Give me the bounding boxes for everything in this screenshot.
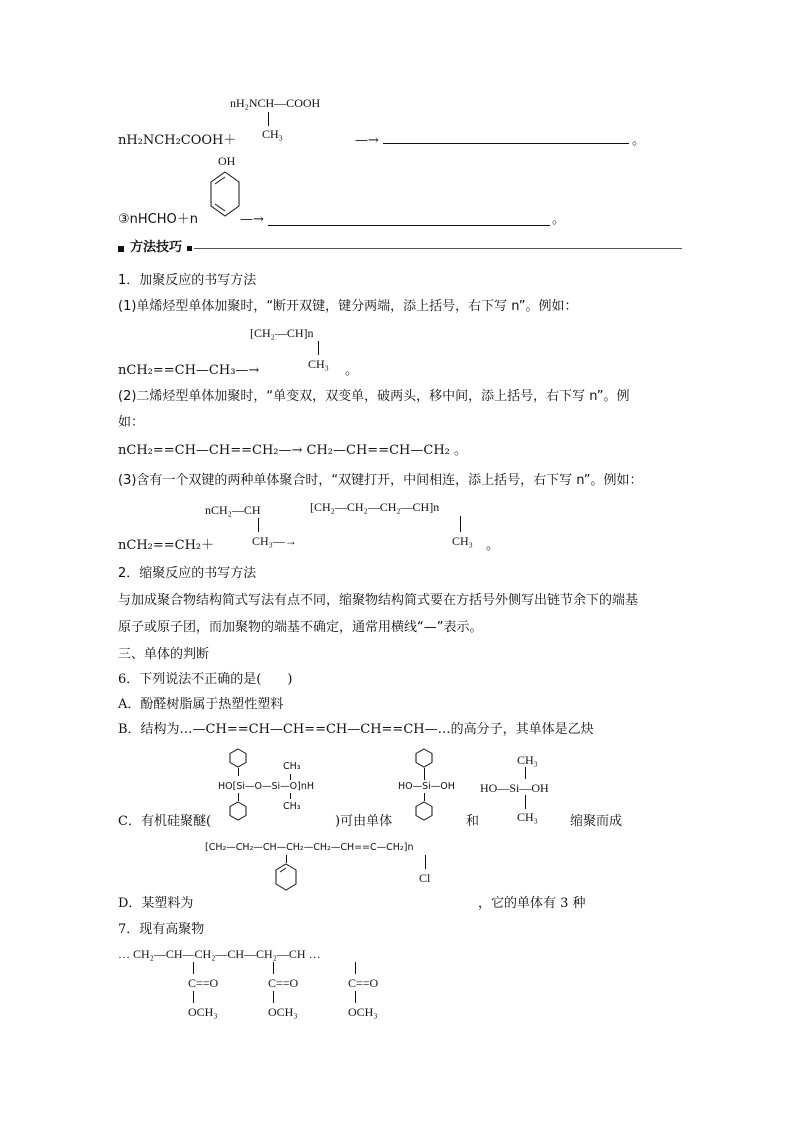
- eq1-reactant: nCH₂==CH—CH₃—→: [118, 363, 260, 378]
- section-square-icon: [187, 246, 192, 251]
- eq3-product-bond: [460, 516, 461, 532]
- c-m2-ch3-top: CH₃: [517, 753, 538, 767]
- c-polymer: HO[Si—O—Si—O]nH: [218, 781, 314, 792]
- eq3-reactant: nCH₂==CH₂＋: [118, 538, 215, 553]
- c-m2-ch3-bottom: CH₃: [517, 810, 538, 824]
- q6-option-d-suffix: ，它的单体有 3 种: [478, 896, 586, 911]
- c-ch3-top: CH₃: [283, 761, 301, 772]
- c-monomer2: HO—Si—OH: [480, 781, 549, 795]
- phenyl-ring-icon: [414, 801, 434, 821]
- q7-stem: 7．现有高聚物: [118, 922, 205, 937]
- q7-methoxy: OCH₃: [268, 1005, 298, 1019]
- bond: [355, 962, 356, 974]
- paragraph-condensation-line1: 与加成聚合物结构简式写法有点不同，缩聚物结构简式要在方括号外侧写出链节余下的端基: [118, 593, 639, 608]
- part3-heading: 三、单体的判断: [118, 647, 210, 662]
- bond: [425, 855, 426, 869]
- d-polymer: [CH₂—CH₂—CH—CH₂—CH₂—CH==C—CH₂]n: [205, 842, 414, 853]
- q6-option-a: A．酚醛树脂属于热塑性塑料: [118, 697, 284, 712]
- q6-option-c-mid: )可由单体: [335, 814, 393, 829]
- c-ch3-bottom: CH₃: [283, 801, 301, 812]
- alanine-bond: [268, 112, 269, 126]
- q6-option-c-prefix: C．有机硅聚醚(: [118, 814, 212, 829]
- q6-stem: 6．下列说法不正确的是( ): [118, 672, 293, 687]
- answer-blank[interactable]: [383, 143, 629, 144]
- paragraph-2-line1: (2)二烯烃型单体加聚时，“单变双，双变单，破两头，移中间，添上括号，右下写 n”。例: [118, 389, 630, 404]
- eq1-branch: CH₃: [308, 357, 329, 371]
- reaction-arrow: —→: [240, 212, 264, 227]
- end-mark: 。: [552, 212, 566, 227]
- bond: [525, 767, 526, 779]
- eq1-bond: [318, 341, 319, 355]
- q7-chain: … CH₂—CH—CH₂—CH—CH₂—CH …: [118, 947, 321, 961]
- q6-option-c-suffix: 缩聚而成: [570, 814, 623, 829]
- benzene-ring-icon: [205, 170, 245, 230]
- q7-methoxy: OCH₃: [188, 1005, 218, 1019]
- eq3-product: [CH₂—CH₂—CH₂—CH]n: [310, 500, 440, 514]
- bond: [273, 991, 274, 1003]
- bond: [238, 768, 239, 776]
- eq3-branch: CH₃—→: [252, 534, 297, 548]
- phenyl-ring-icon: [274, 862, 298, 902]
- paragraph-condensation-line2: 原子或原子团，而加聚物的端基不确定，通常用横线“—”表示。: [118, 620, 483, 635]
- bond: [424, 793, 425, 801]
- bond: [238, 793, 239, 801]
- answer-blank[interactable]: [268, 225, 550, 226]
- bond: [424, 768, 425, 780]
- bond: [290, 774, 291, 780]
- eq1-end: 。: [345, 363, 359, 378]
- heading-addition: 1．加聚反应的书写方法: [118, 273, 257, 288]
- eq2: nCH₂==CH—CH==CH₂—→ CH₂—CH==CH—CH₂ 。: [118, 443, 468, 458]
- q6-option-b: B．结构为…—CH==CH—CH==CH—CH==CH—…的高分子，其单体是乙炔: [118, 722, 594, 737]
- eq3-product-branch: CH₃: [452, 534, 473, 548]
- phenyl-ring-icon: [228, 748, 248, 768]
- phenyl-ring-icon: [228, 801, 248, 821]
- phenyl-ring-icon: [414, 748, 434, 768]
- phenol-formula: ③nHCHO＋n: [118, 212, 198, 227]
- end-mark: 。: [632, 133, 646, 148]
- section-title: 方法技巧: [130, 240, 183, 255]
- alanine-formula: nH₂NCH—COOH: [230, 96, 321, 110]
- eq1-product: [CH₂—CH]n: [250, 326, 314, 340]
- bond: [525, 795, 526, 809]
- d-cl: Cl: [419, 871, 431, 885]
- eq3-bond: [258, 518, 259, 532]
- paragraph-2-line2: 如：: [118, 415, 145, 430]
- phenol-oh: OH: [218, 154, 236, 168]
- q7-carbonyl: C==O: [268, 976, 299, 990]
- bond: [273, 962, 274, 974]
- eq3-monomer2: nCH₂—CH: [205, 503, 261, 517]
- q7-methoxy: OCH₃: [348, 1005, 378, 1019]
- q7-carbonyl: C==O: [188, 976, 219, 990]
- eq3-end: 。: [486, 538, 500, 553]
- bond: [193, 962, 194, 974]
- q7-carbonyl: C==O: [348, 976, 379, 990]
- q6-option-d-prefix: D．某塑料为: [118, 896, 194, 911]
- alanine-ch3: CH₃: [262, 127, 283, 141]
- bond: [193, 991, 194, 1003]
- glycine-formula: nH₂NCH₂COOH＋: [118, 133, 237, 148]
- bond: [355, 991, 356, 1003]
- section-divider: [194, 248, 682, 249]
- paragraph-3: (3)含有一个双键的两种单体聚合时，“双键打开，中间相连，添上括号，右下写 n”。例如：: [118, 473, 643, 488]
- heading-condensation: 2．缩聚反应的书写方法: [118, 566, 257, 581]
- section-square-icon: [118, 246, 124, 252]
- c-monomer1: HO—Si—OH: [398, 781, 455, 792]
- reaction-arrow: —→: [355, 133, 379, 148]
- q6-option-c-and: 和: [466, 814, 480, 829]
- bond: [290, 793, 291, 799]
- paragraph-1: (1)单烯烃型单体加聚时，“断开双键，键分两端，添上括号，右下写 n”。例如：: [118, 299, 578, 314]
